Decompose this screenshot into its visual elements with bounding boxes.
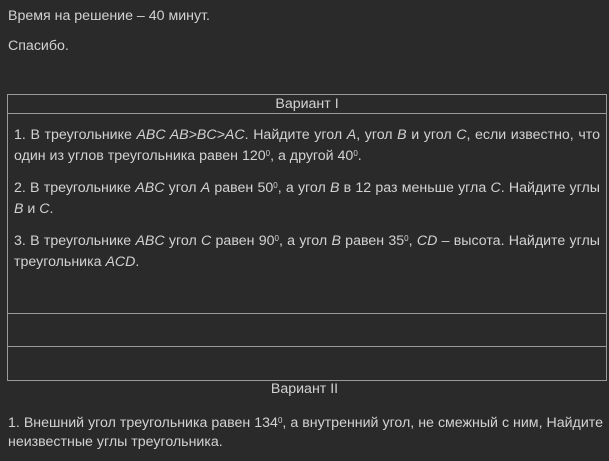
time-limit-text: Время на решение – 40 минут. [8, 8, 210, 24]
variant-1-task-3: 3. В треугольнике ABC угол C равен $90^0$, а угол B равен $35^0$, CD – высота. Найдите углы треугольника ACD. [14, 233, 600, 270]
thanks-text: Спасибо. [8, 38, 69, 54]
table-divider [8, 113, 606, 114]
variant-2-title: Вариант II [270, 381, 339, 397]
table-divider [8, 346, 606, 347]
variant-1-table [7, 94, 607, 381]
variant-1-task-1: 1. В треугольнике ABC AB>BC>AC. Найдите угол A, угол B и угол C, если известно, что один из углов треугольника равен $120^0$, а другой $40^0$. [14, 127, 600, 164]
variant-1-title: Вариант I [275, 96, 339, 112]
variant-1-task-2: 2. В треугольнике ABC угол A равен $50^0$, а угол B в 12 раз меньше угла C. Найдите углы B и C. [14, 180, 600, 217]
table-divider [8, 313, 606, 314]
variant-2-task-1: 1. Внешний угол треугольника равен $134^0$, а внутренний угол, не смежный с ним, Найдите неизвестные углы треугольника. [8, 415, 603, 450]
